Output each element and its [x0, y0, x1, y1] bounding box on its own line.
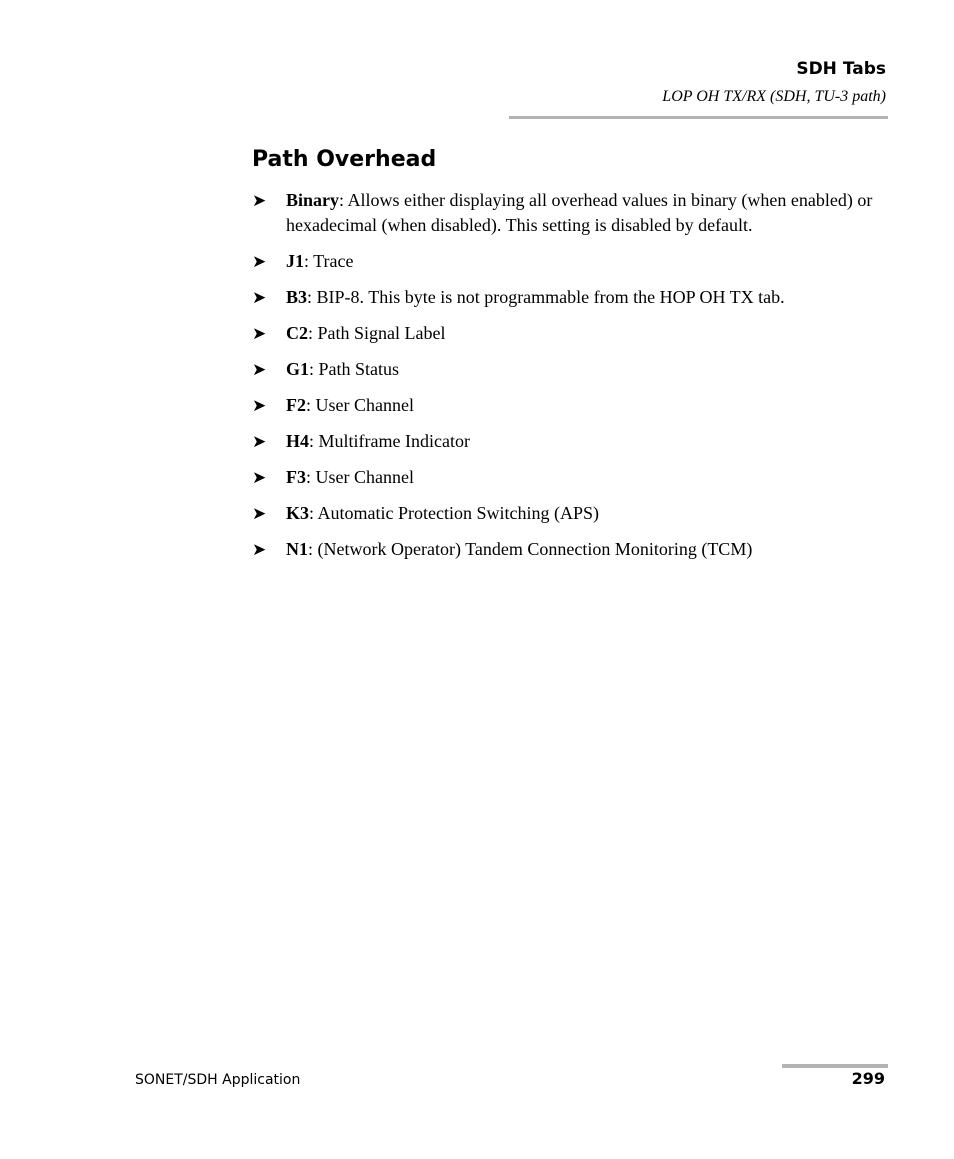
arrow-bullet-icon: ➤	[252, 467, 267, 488]
list-item	[252, 188, 888, 237]
list-item-term: F3	[286, 466, 306, 487]
arrow-bullet-icon: ➤	[252, 323, 267, 344]
list-item	[252, 321, 888, 346]
arrow-bullet-icon: ➤	[252, 503, 267, 524]
list-item-term: Binary	[286, 190, 340, 210]
arrow-bullet-icon: ➤	[252, 431, 267, 452]
list-item	[252, 357, 888, 382]
list-item-term: C2	[286, 322, 308, 343]
list-item	[252, 501, 888, 526]
list-item-description: : (Network Operator) Tandem Connection Monitoring (TCM)	[308, 538, 753, 559]
running-header-title: SDH Tabs	[796, 59, 886, 79]
list-item	[252, 429, 888, 454]
list-item-term: J1	[286, 250, 304, 271]
arrow-bullet-icon: ➤	[252, 539, 267, 560]
footer-document-name: SONET/SDH Application	[135, 1072, 301, 1088]
arrow-bullet-icon: ➤	[252, 395, 267, 416]
list-item-description: : Multiframe Indicator	[309, 430, 470, 451]
list-item-description: : Path Signal Label	[308, 322, 446, 343]
arrow-bullet-icon: ➤	[252, 191, 267, 211]
list-item-description: : User Channel	[306, 466, 414, 487]
list-item	[252, 393, 888, 418]
list-item	[252, 285, 888, 310]
list-item-description: : Trace	[304, 250, 354, 271]
footer-divider	[782, 1064, 888, 1068]
page-number: 299	[851, 1069, 885, 1088]
list-item-term: B3	[286, 286, 308, 307]
list-item	[252, 249, 888, 274]
section-heading: Path Overhead	[252, 147, 437, 172]
list-item-description: : Path Status	[309, 358, 400, 379]
list-item-description: : Automatic Protection Switching (APS)	[309, 502, 600, 523]
list-item-term: K3	[286, 502, 310, 523]
list-item-term: G1	[286, 358, 310, 379]
list-item	[252, 465, 888, 490]
arrow-bullet-icon: ➤	[252, 287, 267, 308]
list-item-description: : BIP-8. This byte is not programmable from the HOP OH TX tab.	[307, 286, 785, 307]
list-item-description: : Allows either displaying all overhead values in binary (when enabled) or hexadecimal (when disabled). This setting is disabled by default.	[286, 190, 873, 235]
list-item-description: : User Channel	[306, 394, 414, 415]
header-divider	[509, 116, 888, 119]
list-item-term: N1	[286, 538, 308, 559]
arrow-bullet-icon: ➤	[252, 359, 267, 380]
list-item	[252, 537, 888, 562]
overhead-bullet-list	[252, 188, 888, 573]
list-item-term: F2	[286, 394, 306, 415]
arrow-bullet-icon: ➤	[252, 251, 267, 272]
list-item-term: H4	[286, 430, 310, 451]
running-header-subtitle: LOP OH TX/RX (SDH, TU-3 path)	[662, 88, 886, 105]
